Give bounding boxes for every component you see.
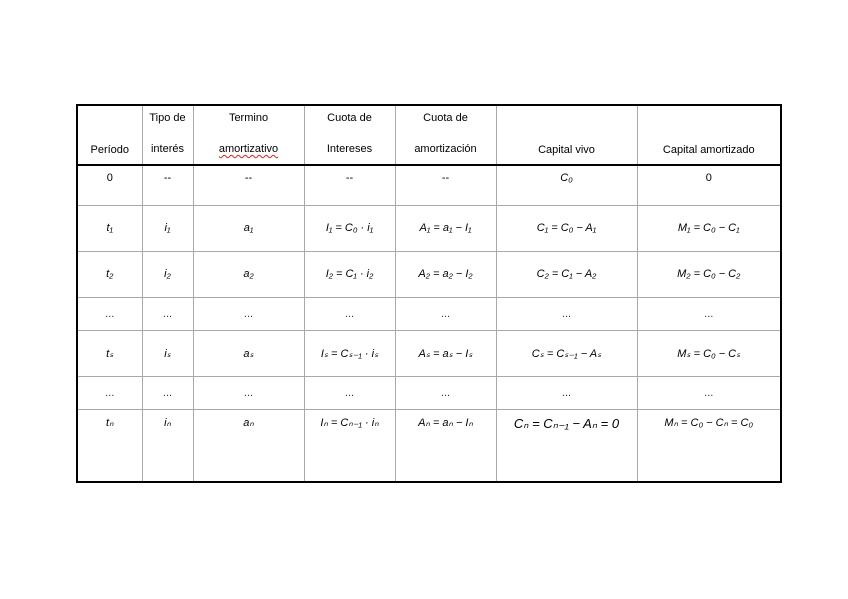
table-cell: ... [496, 297, 637, 330]
table-cell: aₙ [193, 409, 304, 482]
table-cell: ... [637, 376, 781, 409]
table-cell: -- [395, 165, 496, 205]
table-cell: ... [142, 297, 193, 330]
table-cell: C₀ [496, 165, 637, 205]
table-cell: M₂ = C₀ − C₂ [637, 251, 781, 297]
table-cell: ... [77, 376, 142, 409]
table-cell: ... [304, 376, 395, 409]
header-capital-vivo: Capital vivo [496, 105, 637, 165]
table-cell: tₙ [77, 409, 142, 482]
table-cell: M₁ = C₀ − C₁ [637, 205, 781, 251]
table-row [77, 409, 781, 482]
header-capital-amortizado: Capital amortizado [637, 105, 781, 165]
table-cell: I₁ = C₀ · i₁ [304, 205, 395, 251]
table-cell: ... [193, 376, 304, 409]
table-cell: ... [395, 376, 496, 409]
table-cell: 0 [77, 165, 142, 205]
header-cuota-amortizacion: Cuota de amortización [395, 105, 496, 165]
table-cell: ... [77, 297, 142, 330]
table-row [77, 376, 781, 409]
header-periodo: Período [77, 105, 142, 165]
table-cell: a₂ [193, 251, 304, 297]
table-cell: 0 [637, 165, 781, 205]
header-row [77, 105, 781, 165]
header-termino-amortizativo: Termino amortizativo [193, 105, 304, 165]
table-cell: a₁ [193, 205, 304, 251]
table-cell: Iₛ = Cₛ₋₁ · iₛ [304, 330, 395, 376]
table-cell: t₁ [77, 205, 142, 251]
table-cell: Aₙ = aₙ − Iₙ [395, 409, 496, 482]
header-cuota-intereses: Cuota de Intereses [304, 105, 395, 165]
table-cell: -- [193, 165, 304, 205]
table-cell: ... [637, 297, 781, 330]
table-cell: t₂ [77, 251, 142, 297]
table-cell: A₂ = a₂ − I₂ [395, 251, 496, 297]
table-cell: Mₙ = C₀ − Cₙ = C₀ [637, 409, 781, 482]
table-cell: A₁ = a₁ − I₁ [395, 205, 496, 251]
table-row [77, 297, 781, 330]
table-cell: C₂ = C₁ − A₂ [496, 251, 637, 297]
table-cell: iₙ [142, 409, 193, 482]
table-cell: ... [496, 376, 637, 409]
table-cell: C₁ = C₀ − A₁ [496, 205, 637, 251]
table-cell: -- [142, 165, 193, 205]
table-cell: Iₙ = Cₙ₋₁ · iₙ [304, 409, 395, 482]
table-row [77, 205, 781, 251]
amortization-table [76, 104, 782, 483]
table-row [77, 330, 781, 376]
table-cell: Cₙ = Cₙ₋₁ − Aₙ = 0 [496, 409, 637, 482]
header-tipo-interes: Tipo de interés [142, 105, 193, 165]
table-cell: Mₛ = C₀ − Cₛ [637, 330, 781, 376]
table-cell: Cₛ = Cₛ₋₁ − Aₛ [496, 330, 637, 376]
table-row [77, 251, 781, 297]
table-cell: Aₛ = aₛ − Iₛ [395, 330, 496, 376]
table-cell: i₁ [142, 205, 193, 251]
table-row [77, 165, 781, 205]
table-cell: tₛ [77, 330, 142, 376]
table-cell: ... [304, 297, 395, 330]
table-cell: ... [193, 297, 304, 330]
table-cell: ... [395, 297, 496, 330]
table-cell: aₛ [193, 330, 304, 376]
table-cell: i₂ [142, 251, 193, 297]
table-cell: ... [142, 376, 193, 409]
table-cell: I₂ = C₁ · i₂ [304, 251, 395, 297]
table-cell: iₛ [142, 330, 193, 376]
table-cell: -- [304, 165, 395, 205]
